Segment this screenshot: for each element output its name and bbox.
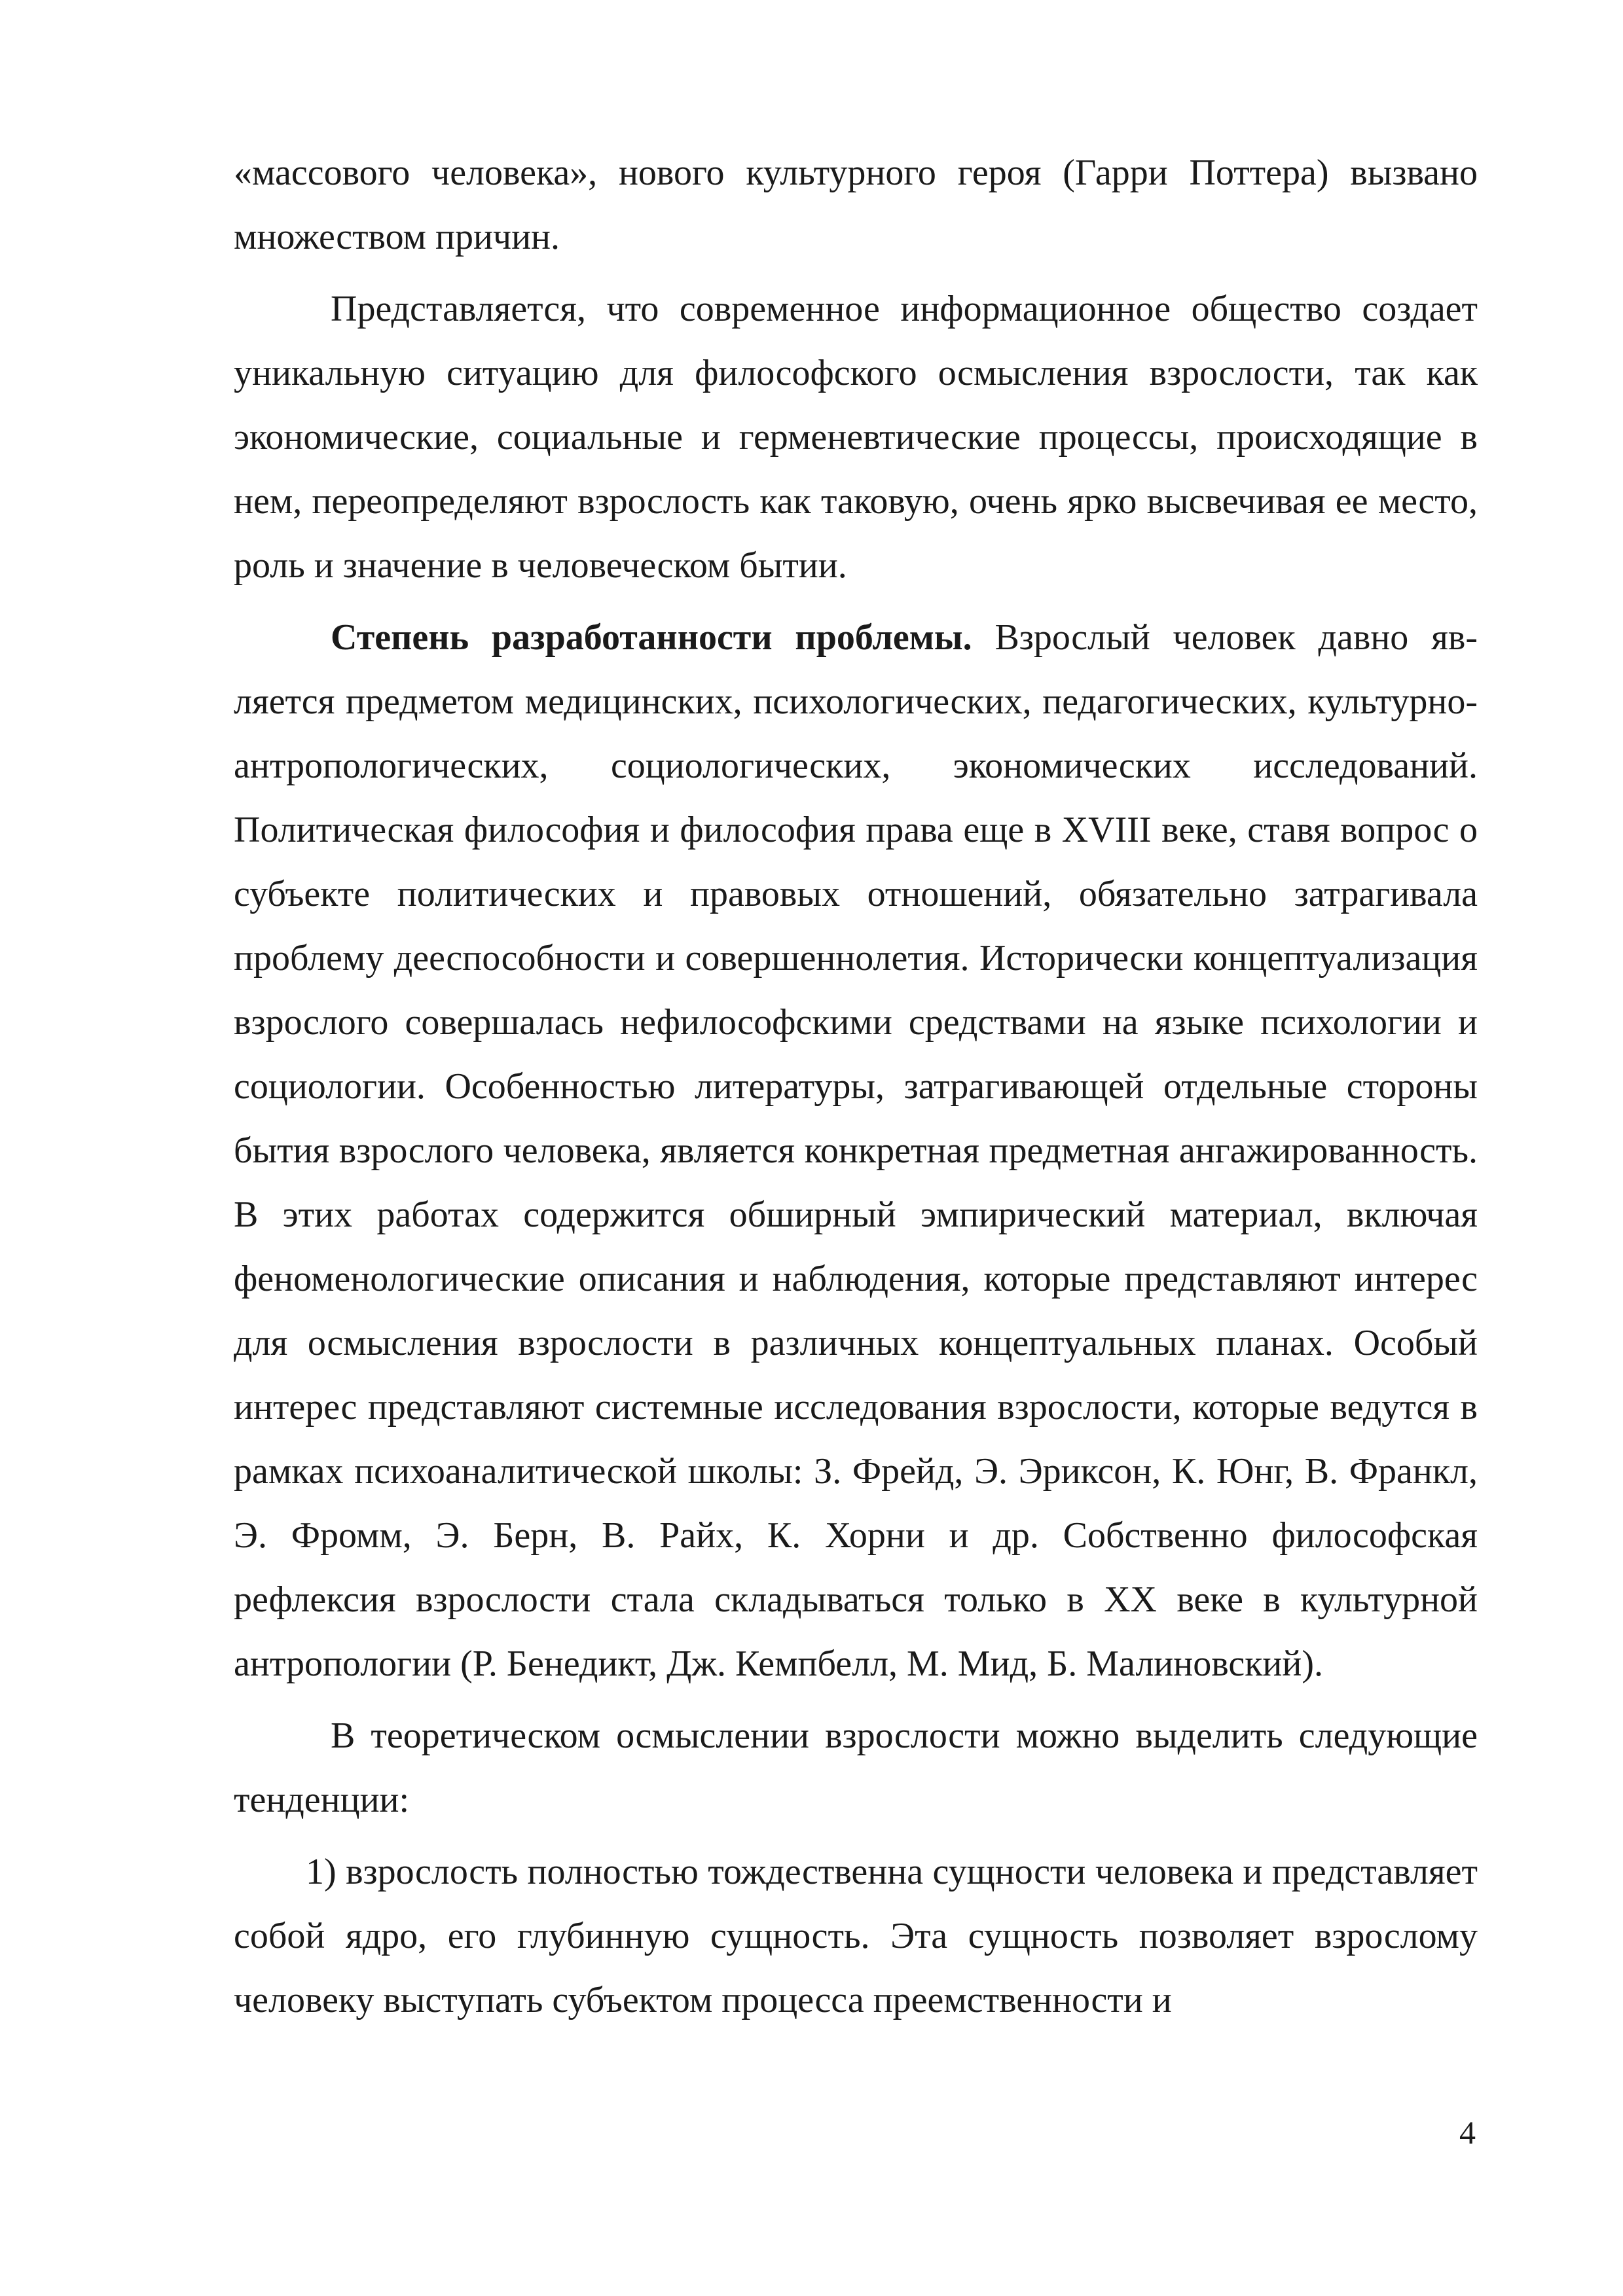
body-text xyxy=(234,141,1478,2032)
section-lead-heading: Степень разработанности проблемы. xyxy=(331,617,972,658)
list-item-1: 1) взрослость полностью тождественна сущности человека и представляет собой ядро, его глубинную сущность. Эта сущность позволяет взрослому человеку выступать субъектом процесса преемственности и xyxy=(234,1852,1478,2020)
paragraph-theoretical-tendencies: В теоретическом осмыслении взрослости можно выделить следующие тенденции: xyxy=(234,1715,1478,1820)
paragraph-continuation: «массового человека», нового культурного героя (Гарри Поттера) вызвано множеством причин. xyxy=(234,152,1478,257)
page-number: 4 xyxy=(1459,2114,1476,2151)
paragraph-degree-of-development xyxy=(234,605,1478,1696)
paragraph-information-society: Представляется, что современное информационное общество создает уникальную ситуацию для философского осмысления взрослости, так как экономические, социальные и герменевтические процессы, происходящие в нем, переопределяют взрослость как таковую, очень ярко высвечивая ее место, роль и значение в человеческом бытии. xyxy=(234,289,1478,586)
paragraph-degree-text: Взрослый человек давно является предметом медицинских, психологических, педагогических, культурно-антропологических, социологических, экономических исследований. Политическая философия и философия права еще в XVIII веке, ставя вопрос о субъекте политических и правовых отношений, обязательно затрагивала проблему дееспособности и совершеннолетия. Исторически концептуализация взрослого совершалась нефилософскими средствами на языке психологии и социологии. Особенностью литературы, затрагивающей отдельные стороны бытия взрослого человека, является конкретная предметная ангажированность. В этих работах содержится обширный эмпирический материал, включая феноменологические описания и наблюдения, которые представляют интерес для осмысления взрослости в различных концептуальных планах. Особый интерес представляют системные исследования взрослости, которые ведутся в рамках психоаналитической школы: З. Фрейд, Э. Эриксон, К. Юнг, В. Франкл, Э. Фромм, Э. Берн, В. Райх, К. Хорни и др. Собственно философская рефлексия взрослости стала складываться только в XX веке в культурной антропологии (Р. Бенедикт, Дж. Кемпбелл, М. Мид, Б. Малиновский). xyxy=(234,617,1478,1684)
